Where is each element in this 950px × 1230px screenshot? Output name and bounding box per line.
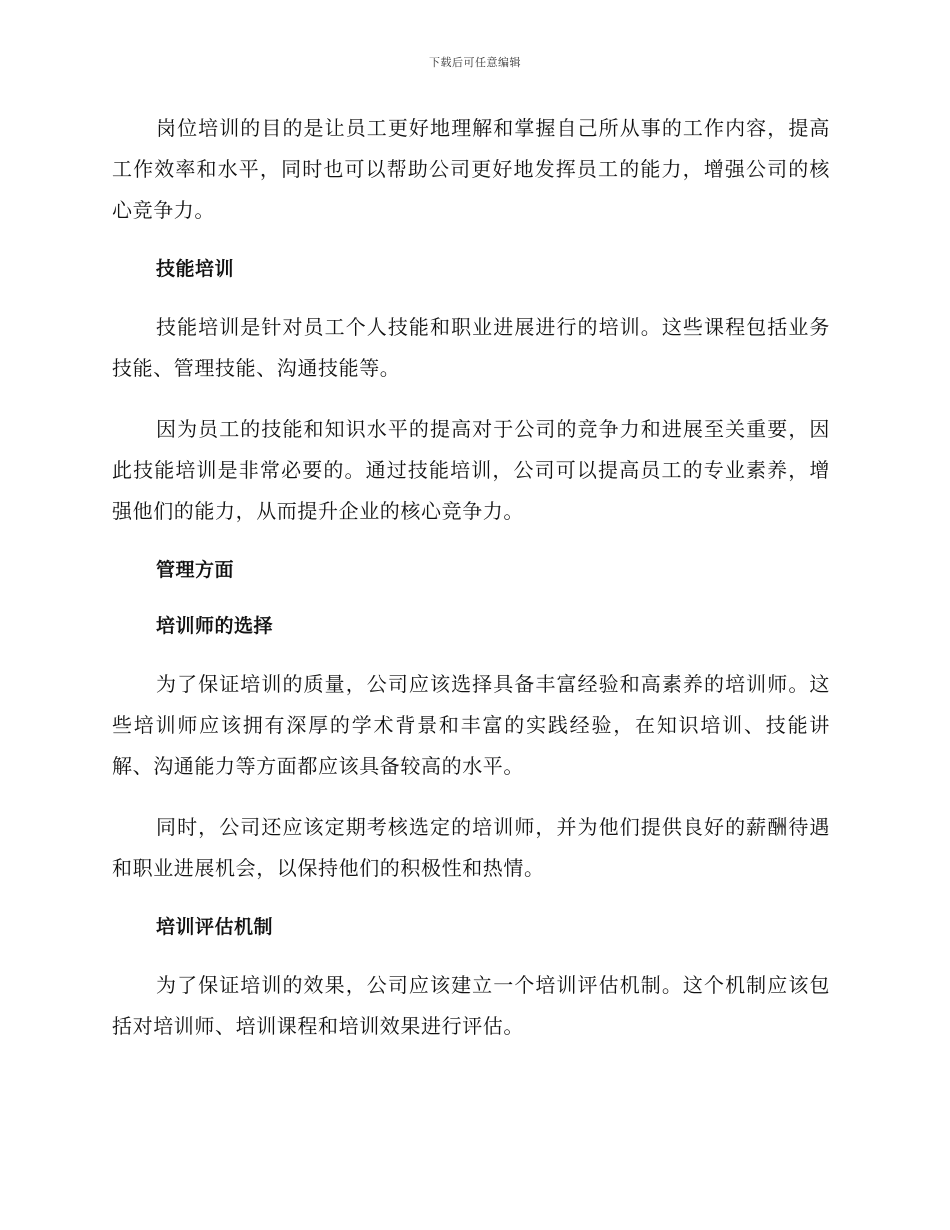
- heading-evaluation: 培训评估机制: [156, 916, 274, 938]
- paragraph-trainer-quality: 为了保证培训的质量，公司应该选择具备丰富经验和高素养的培训师。这些培训师应该拥有深厚的学术背景和丰富的实践经验，在知识培训、技能讲解、沟通能力等方面都应该具备较高的水平。: [112, 672, 830, 778]
- paragraph-evaluation: 为了保证培训的效果，公司应该建立一个培训评估机制。这个机制应该包括对培训师、培训课程和培训效果进行评估。: [112, 973, 830, 1038]
- header-note: 下载后可任意编辑: [429, 56, 521, 69]
- heading-management: 管理方面: [156, 559, 235, 581]
- document-body: [112, 108, 830, 1067]
- heading-trainer-selection: 培训师的选择: [156, 615, 274, 637]
- heading-skill-training: 技能培训: [156, 258, 235, 280]
- paragraph-trainer-review: 同时，公司还应该定期考核选定的培训师，并为他们提供良好的薪酬待遇和职业进展机会，以保持他们的积极性和热情。: [112, 815, 830, 880]
- paragraph-skill-definition: 技能培训是针对员工个人技能和职业进展进行的培训。这些课程包括业务技能、管理技能、沟通技能等。: [112, 315, 830, 380]
- paragraph-skill-importance: 因为员工的技能和知识水平的提高对于公司的竞争力和进展至关重要，因此技能培训是非常必要的。通过技能培训，公司可以提高员工的专业素养，增强他们的能力，从而提升企业的核心竞争力。: [112, 417, 830, 523]
- paragraph-purpose: 岗位培训的目的是让员工更好地理解和掌握自己所从事的工作内容，提高工作效率和水平，同时也可以帮助公司更好地发挥员工的能力，增强公司的核心竞争力。: [112, 116, 830, 222]
